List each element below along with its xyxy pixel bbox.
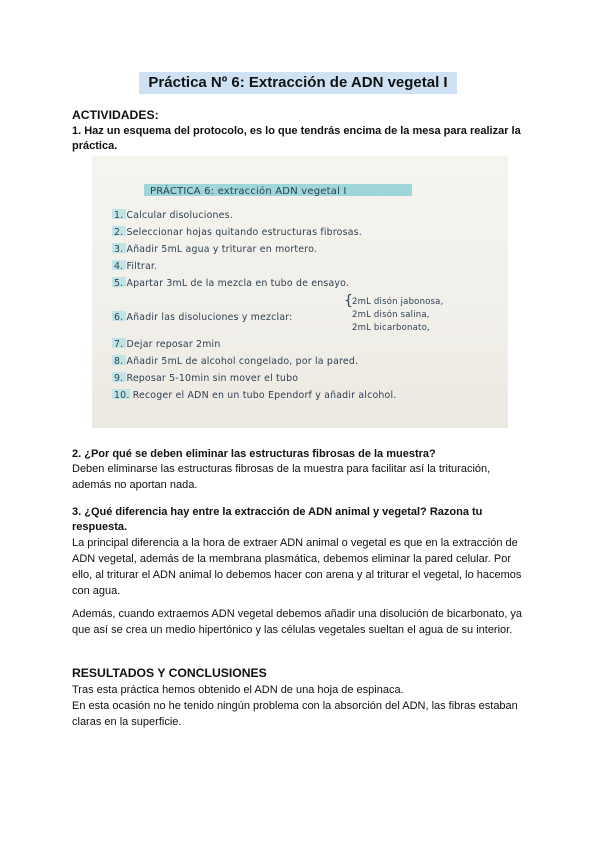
results-paragraph-1: Tras esta práctica hemos obtenido el ADN de una hoja de espinaca.	[72, 684, 404, 696]
step-3: 3. Añadir 5mL agua y triturar en mortero.	[114, 244, 318, 255]
step-6-item-3: 2mL bicarbonato,	[352, 323, 430, 333]
step-8: 8. Añadir 5mL de alcohol congelado, por la pared.	[114, 356, 359, 367]
photo-title: PRÁCTICA 6: extracción ADN vegetal I	[150, 186, 347, 197]
step-9: 9. Reposar 5-10min sin mover el tubo	[114, 373, 299, 384]
step-10: 10. Recoger el ADN en un tubo Ependorf y añadir alcohol.	[114, 390, 397, 401]
step-1: 1. Calcular disoluciones.	[114, 210, 233, 221]
step-7: 7. Dejar reposar 2min	[114, 339, 221, 350]
step-6: 6. Añadir las disoluciones y mezclar:	[114, 312, 293, 323]
step-2: 2. Seleccionar hojas quitando estructuras fibrosas.	[114, 227, 362, 238]
step-6-item-1: 2mL disón jabonosa,	[352, 297, 444, 307]
question-1: 1. Haz un esquema del protocolo, es lo que tendrás encima de la mesa para realizar la práctica.	[72, 125, 521, 152]
answer-2: Deben eliminarse las estructuras fibrosas de la muestra para facilitar así la trituración, además no aportan nada.	[72, 463, 491, 491]
results-paragraph-2: En esta ocasión no he tenido ningún problema con la absorción del ADN, las fibras estaban claras en la superficie.	[72, 700, 518, 728]
question-2: 2. ¿Por qué se deben eliminar las estructuras fibrosas de la muestra?	[72, 448, 436, 460]
answer-3-paragraph-1: La principal diferencia a la hora de extraer ADN animal o vegetal es que en la extracción de ADN vegetal, además de la membrana plasmática, debemos eliminar la pared celular. Por ello, al triturar el ADN animal lo debemos hacer con arena y al triturar el vegetal, lo hacemos con agua.	[72, 537, 522, 597]
answer-3-paragraph-2: Además, cuando extraemos ADN vegetal debemos añadir una disolución de bicarbonato, ya que así se crea un medio hipertónico y las células vegetales sueltan el agua de su interior.	[72, 608, 523, 636]
page-title: Práctica Nº 6: Extracción de ADN vegetal I	[139, 72, 457, 94]
step-4: 4. Filtrar.	[114, 261, 158, 272]
results-heading: RESULTADOS Y CONCLUSIONES	[72, 666, 267, 680]
curly-brace: {	[344, 293, 354, 309]
handwritten-protocol-photo	[92, 156, 508, 428]
activities-heading: ACTIVIDADES:	[72, 108, 159, 122]
handwritten-notes	[92, 156, 508, 428]
question-3: 3. ¿Qué diferencia hay entre la extracción de ADN animal y vegetal? Razona tu respuesta.	[72, 506, 483, 533]
step-6-item-2: 2mL disón salina,	[352, 310, 430, 320]
step-5: 5. Apartar 3mL de la mezcla en tubo de ensayo.	[114, 278, 350, 289]
